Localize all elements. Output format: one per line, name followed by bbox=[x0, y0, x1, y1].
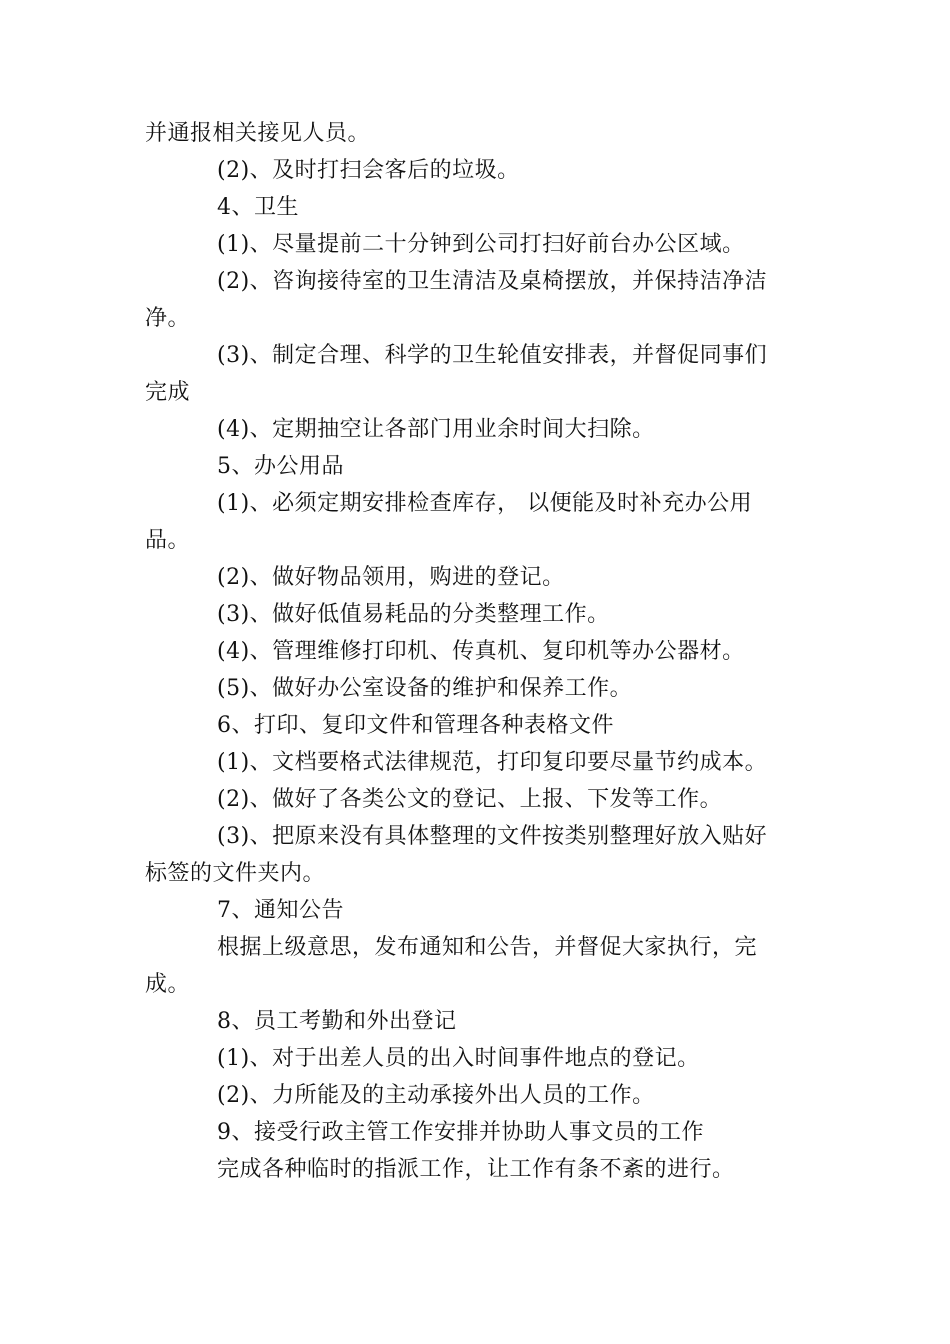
text-line: 成。 bbox=[145, 972, 191, 997]
text-line: 6、打印、复印文件和管理各种表格文件 bbox=[217, 713, 614, 738]
text-line: (1)、尽量提前二十分钟到公司打扫好前台办公区域。 bbox=[217, 232, 745, 257]
text-line: 完成各种临时的指派工作，让工作有条不紊的进行。 bbox=[217, 1157, 735, 1182]
text-line: (4)、管理维修打印机、传真机、复印机等办公器材。 bbox=[217, 639, 745, 664]
text-line: (1)、文档要格式法律规范，打印复印要尽量节约成本。 bbox=[217, 750, 768, 775]
text-line: 净。 bbox=[145, 306, 191, 331]
text-line: 并通报相关接见人员。 bbox=[145, 121, 371, 146]
text-line: (1)、对于出差人员的出入时间事件地点的登记。 bbox=[217, 1046, 700, 1071]
text-line: 标签的文件夹内。 bbox=[145, 861, 326, 886]
text-line: 9、接受行政主管工作安排并协助人事文员的工作 bbox=[217, 1120, 704, 1145]
text-line: (5)、做好办公室设备的维护和保养工作。 bbox=[217, 676, 633, 701]
text-line: 完成 bbox=[145, 380, 191, 405]
text-line: 7、通知公告 bbox=[217, 898, 344, 923]
text-line: (2)、力所能及的主动承接外出人员的工作。 bbox=[217, 1083, 655, 1108]
text-line: 8、员工考勤和外出登记 bbox=[217, 1009, 457, 1034]
text-line: (2)、及时打扫会客后的垃圾。 bbox=[217, 158, 520, 183]
text-line: (3)、做好低值易耗品的分类整理工作。 bbox=[217, 602, 610, 627]
text-line: 4、卫生 bbox=[217, 195, 299, 220]
text-line: 根据上级意思，发布通知和公告，并督促大家执行，完 bbox=[217, 935, 758, 960]
text-line: 品。 bbox=[145, 528, 191, 553]
text-line: (1)、必须定期安排检查库存， 以便能及时补充办公用 bbox=[217, 491, 753, 516]
text-line: (3)、把原来没有具体整理的文件按类别整理好放入贴好 bbox=[217, 824, 768, 849]
text-line: (2)、做好物品领用，购进的登记。 bbox=[217, 565, 565, 590]
text-line: (2)、咨询接待室的卫生清洁及桌椅摆放，并保持洁净洁 bbox=[217, 269, 768, 294]
text-line: 5、办公用品 bbox=[217, 454, 344, 479]
text-line: (4)、定期抽空让各部门用业余时间大扫除。 bbox=[217, 417, 655, 442]
text-line: (2)、做好了各类公文的登记、上报、下发等工作。 bbox=[217, 787, 723, 812]
document-body bbox=[145, 115, 810, 1188]
text-line: (3)、制定合理、科学的卫生轮值安排表，并督促同事们 bbox=[217, 343, 768, 368]
